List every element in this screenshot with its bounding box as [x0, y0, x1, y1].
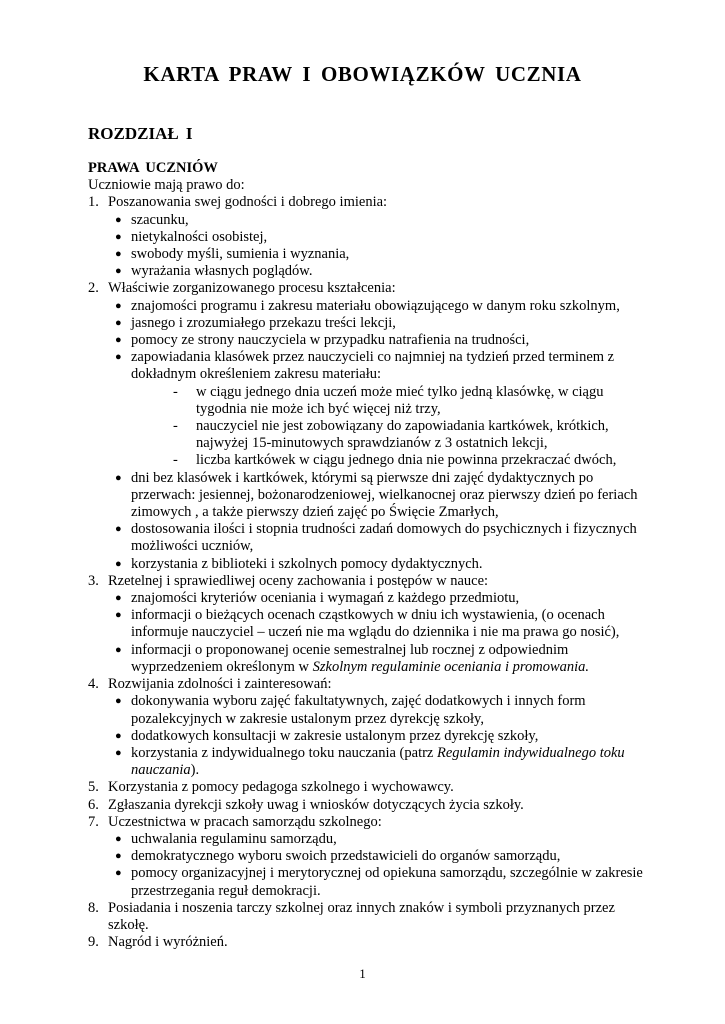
bullet-icon: ●	[115, 334, 122, 347]
dash-text: liczba kartkówek w ciągu jednego dnia nie powinna przekraczać dwóch,	[196, 452, 617, 469]
bullet-item	[88, 745, 648, 779]
bullet-item	[88, 229, 648, 246]
bullet-icon: ●	[115, 832, 122, 845]
bullet-icon: ●	[115, 230, 122, 243]
bullet-icon: ●	[115, 746, 122, 759]
bullet-text: swobody myśli, sumienia i wyznania,	[131, 246, 350, 263]
item-number: 7.	[88, 813, 99, 830]
bullet-icon: ●	[115, 850, 122, 863]
bullet-item	[88, 349, 648, 383]
bullet-item	[88, 470, 648, 522]
dash-item	[88, 452, 648, 469]
bullet-text-tail: ).	[190, 762, 200, 779]
bullet-text: znajomości kryteriów oceniania i wymagań z każdego przedmiotu,	[131, 590, 520, 607]
list-item	[88, 779, 648, 796]
dash-icon: -	[173, 418, 178, 435]
item-number: 2.	[88, 280, 99, 297]
section-heading: PRAWA UCZNIÓW	[88, 160, 218, 176]
bullet-text: nietykalności osobistej,	[131, 228, 268, 245]
bullet-text: zapowiadania klasówek przez nauczycieli co najmniej na tydzień przed terminem z dokładnym określeniem zakresu materiału:	[131, 349, 615, 383]
dash-text: nauczyciel nie jest zobowiązany do zapowiadania kartkówek, krótkich, najwyżej 15-minutowych sprawdzianów z 3 ostatnich lekcji,	[196, 418, 609, 452]
regulation-reference: Szkolnym regulaminie oceniania i promowania.	[312, 658, 590, 675]
item-text: Poszanowania swej godności i dobrego imienia:	[108, 194, 388, 211]
bullet-item	[88, 298, 648, 315]
dash-icon: -	[173, 452, 178, 469]
dash-item	[88, 418, 648, 452]
list-item	[88, 797, 648, 814]
bullet-text: dokonywania wyboru zajęć fakultatywnych, zajęć dodatkowych i innych form pozalekcyjnych w zakresie ustalonym przez dyrekcję szkoły,	[131, 693, 586, 727]
item-number: 8.	[88, 899, 99, 916]
bullet-icon: ●	[115, 316, 122, 329]
bullet-icon: ●	[115, 729, 122, 742]
bullet-item	[88, 332, 648, 349]
item-text: Nagród i wyróżnień.	[108, 934, 228, 951]
bullet-icon: ●	[115, 523, 122, 536]
bullet-text: pomocy organizacyjnej i merytorycznej od opiekuna samorządu, szczególnie w zakresie przestrzegania reguł demokracji.	[131, 865, 643, 899]
page-number: 1	[359, 966, 366, 981]
bullet-icon: ●	[115, 351, 122, 364]
bullet-text: pomocy ze strony nauczyciela w przypadku natrafienia na trudności,	[131, 332, 530, 349]
bullet-text: korzystania z indywidualnego toku nauczania (patrz	[131, 744, 437, 761]
bullet-text: znajomości programu i zakresu materiału obowiązującego w danym roku szkolnym,	[131, 297, 620, 314]
bullet-icon: ●	[115, 265, 122, 278]
list-item	[88, 934, 648, 951]
bullet-icon: ●	[115, 299, 122, 312]
chapter-heading: ROZDZIAŁ I	[88, 124, 193, 143]
item-number: 1.	[88, 194, 99, 211]
bullet-icon: ●	[115, 592, 122, 605]
bullet-icon: ●	[115, 867, 122, 880]
bullet-item	[88, 315, 648, 332]
item-text: Korzystania z pomocy pedagoga szkolnego i wychowawcy.	[108, 779, 454, 796]
bullet-text: demokratycznego wyboru swoich przedstawicieli do organów samorządu,	[131, 848, 561, 865]
item-text: Rzetelnej i sprawiedliwej oceny zachowania i postępów w nauce:	[108, 572, 489, 589]
bullet-icon: ●	[115, 248, 122, 261]
list-item	[88, 814, 648, 831]
list-item	[88, 573, 648, 590]
bullet-item	[88, 212, 648, 229]
item-text: Uczestnictwa w pracach samorządu szkolnego:	[108, 813, 382, 830]
bullet-item	[88, 246, 648, 263]
bullet-text: wyrażania własnych poglądów.	[131, 263, 313, 280]
item-text: Rozwijania zdolności i zainteresowań:	[108, 676, 332, 693]
bullet-text: korzystania z biblioteki i szkolnych pomocy dydaktycznych.	[131, 555, 483, 572]
bullet-icon: ●	[115, 213, 122, 226]
item-text: Posiadania i noszenia tarczy szkolnej oraz innych znaków i symboli przyznanych przez szkołę.	[108, 899, 615, 933]
item-number: 5.	[88, 779, 99, 796]
item-number: 3.	[88, 572, 99, 589]
document-body	[88, 160, 648, 951]
item-number: 9.	[88, 934, 99, 951]
bullet-text: uchwalania regulaminu samorządu,	[131, 830, 337, 847]
item-number: 4.	[88, 676, 99, 693]
bullet-text: informacji o bieżących ocenach cząstkowych w dniu ich wystawienia, (o ocenach informuje nauczyciel – uczeń nie ma wglądu do dziennika i nie ma prawa go nosić),	[131, 607, 620, 641]
bullet-item	[88, 865, 648, 899]
list-item	[88, 900, 648, 934]
bullet-icon: ●	[115, 471, 122, 484]
dash-icon: -	[173, 383, 178, 400]
bullet-item	[88, 728, 648, 745]
list-item	[88, 280, 648, 297]
bullet-item	[88, 693, 648, 727]
dash-text: w ciągu jednego dnia uczeń może mieć tylko jedną klasówkę, w ciągu tygodnia nie może ich być więcej niż trzy,	[196, 383, 604, 417]
regulation-reference: Regulamin indywidualnego toku nauczania	[131, 744, 625, 779]
bullet-item	[88, 521, 648, 555]
bullet-icon: ●	[115, 557, 122, 570]
item-text: Zgłaszania dyrekcji szkoły uwag i wniosków dotyczących życia szkoły.	[108, 796, 524, 813]
bullet-text: szacunku,	[131, 211, 189, 228]
list-item	[88, 676, 648, 693]
bullet-text: informacji o proponowanej ocenie semestralnej lub rocznej z odpowiednim wyprzedzeniem określonym w	[131, 641, 569, 675]
bullet-item	[88, 590, 648, 607]
item-text: Właściwie zorganizowanego procesu kształcenia:	[108, 280, 396, 297]
bullet-icon: ●	[115, 643, 122, 656]
bullet-text: dostosowania ilości i stopnia trudności zadań domowych do psychicznych i fizycznych możliwości uczniów,	[131, 521, 637, 555]
bullet-icon: ●	[115, 609, 122, 622]
bullet-item	[88, 556, 648, 573]
intro-text: Uczniowie mają prawo do:	[88, 177, 245, 194]
document-title: KARTA PRAW I OBOWIĄZKÓW UCZNIA	[143, 62, 582, 86]
bullet-item	[88, 263, 648, 280]
bullet-text: dni bez klasówek i kartkówek, którymi są pierwsze dni zajęć dydaktycznych po przerwach: jesiennej, bożonarodzeniowej, wielkanocnej oraz pierwszy dzień po feriach zimowych , a także pierwszy dzień zajęć po Święcie Zmarłych,	[131, 469, 638, 521]
bullet-text: dodatkowych konsultacji w zakresie ustalonym przez dyrekcję szkoły,	[131, 727, 539, 744]
bullet-item	[88, 607, 648, 641]
bullet-item	[88, 848, 648, 865]
bullet-text: jasnego i zrozumiałego przekazu treści lekcji,	[131, 314, 396, 331]
dash-item	[88, 384, 648, 418]
list-item	[88, 194, 648, 211]
item-number: 6.	[88, 796, 99, 813]
bullet-icon: ●	[115, 695, 122, 708]
bullet-item	[88, 642, 648, 676]
bullet-item	[88, 831, 648, 848]
